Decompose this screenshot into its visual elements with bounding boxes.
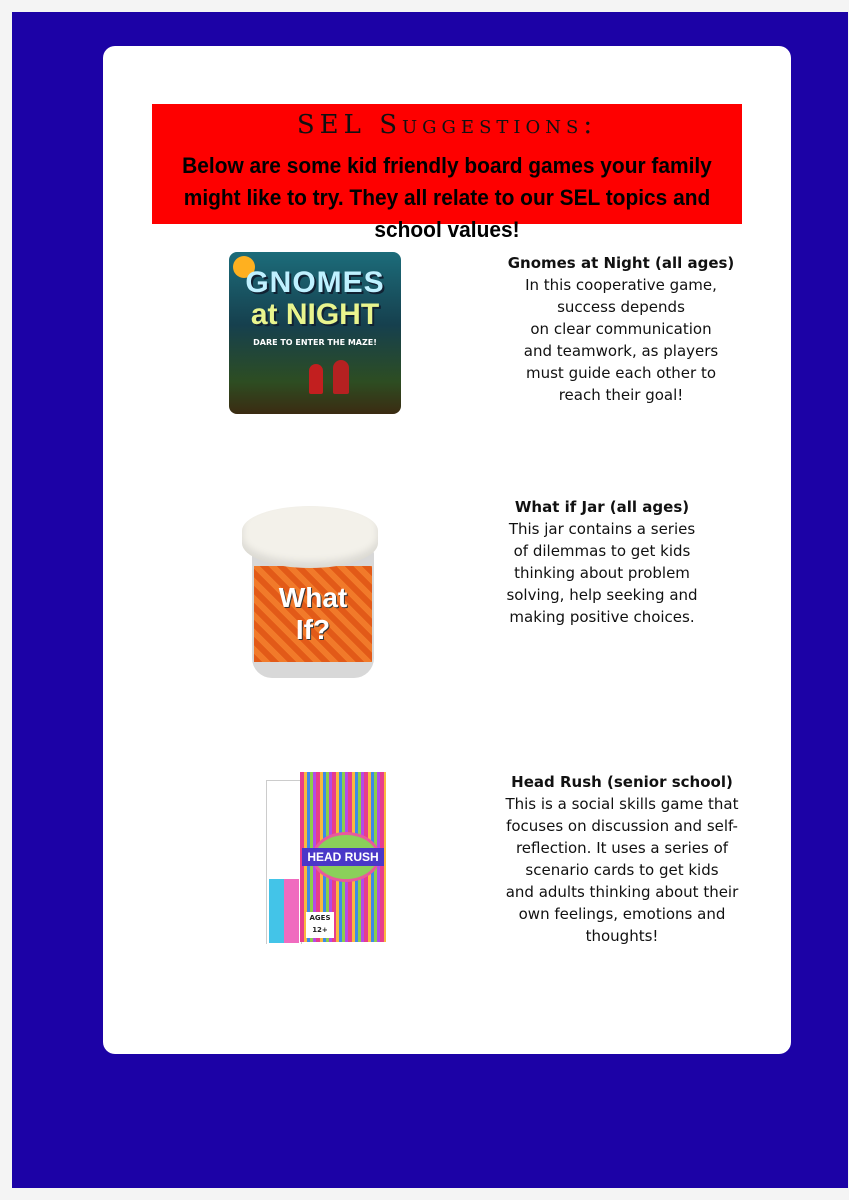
gnome-figure-icon bbox=[309, 364, 323, 394]
game-description-block bbox=[472, 496, 732, 628]
box-side bbox=[266, 780, 302, 944]
box-title-line-2: at NIGHT bbox=[250, 298, 380, 331]
gnome-figure-icon bbox=[333, 360, 349, 394]
jar-title-line-1: What bbox=[278, 582, 348, 613]
box-title: HEAD RUSH bbox=[302, 848, 384, 866]
game-title: Head Rush (senior school) bbox=[511, 773, 733, 791]
game-description: In this cooperative game, success depends on clear communication and teamwork, as players must guide each other to reach their goal! bbox=[523, 276, 719, 404]
jar-title-line-2: If? bbox=[295, 614, 331, 645]
box-tagline: DARE TO ENTER THE MAZE! bbox=[253, 338, 377, 347]
game-title: What if Jar (all ages) bbox=[514, 498, 690, 516]
banner-subtitle: Below are some kid friendly board games your family might like to try. They all relate to our SEL topics and school values! bbox=[182, 153, 712, 242]
game-description-block bbox=[492, 771, 752, 947]
box-side-band bbox=[269, 879, 299, 943]
box-title-line-1: GNOMES bbox=[245, 266, 385, 299]
age-badge: AGES 12+ bbox=[306, 912, 334, 938]
head-rush-box-image bbox=[266, 772, 386, 944]
what-if-jar-image bbox=[240, 506, 382, 682]
game-description: This jar contains a series of dilemmas to get kids thinking about problem solving, help seeking and making positive choices. bbox=[506, 520, 698, 626]
jar-lid bbox=[242, 506, 378, 568]
banner-title: SEL Suggestions: bbox=[296, 110, 598, 140]
banner bbox=[152, 104, 742, 242]
game-description: This is a social skills game that focuses on discussion and self- reflection. It uses a series of scenario cards to get kids and adults thinking about their own feelings, emotions and thoughts! bbox=[505, 795, 739, 945]
gnomes-at-night-box-image bbox=[229, 252, 401, 414]
game-description-block bbox=[491, 252, 751, 406]
game-title: Gnomes at Night (all ages) bbox=[507, 254, 735, 272]
